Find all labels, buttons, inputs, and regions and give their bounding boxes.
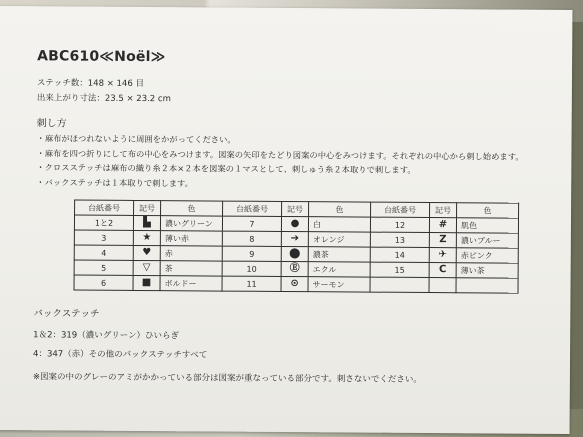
color-name: 肌色 — [456, 218, 518, 233]
backstitch-line: 4：347（赤）その他のバックステッチすべて — [33, 349, 208, 361]
color-name — [456, 278, 518, 293]
stitch-symbol — [429, 278, 456, 293]
card-number: 7 — [222, 216, 281, 231]
backstitch-list — [33, 326, 207, 365]
card-number — [370, 277, 429, 292]
backstitch-line: 1＆2：319（濃いグリーン）ひいらぎ — [33, 330, 180, 342]
triangle-down-icon: ▽ — [142, 262, 151, 274]
table-row — [74, 275, 518, 293]
backstitch-heading: バックステッチ — [33, 308, 100, 320]
thread-color-table — [74, 200, 520, 294]
note-text: ※図案の中のグレーのアミがかかっている部分は図案が重なっている部分です。刺さないでください。 — [32, 372, 422, 385]
color-name: 濃いブルー — [456, 233, 518, 248]
instruction-sheet — [0, 6, 572, 434]
arrow-right-icon: ➔ — [290, 233, 300, 245]
color-name: 薄い赤 — [160, 231, 222, 246]
card-number: 1と2 — [74, 215, 133, 230]
stitch-symbol — [281, 246, 308, 261]
header-color: 色 — [309, 202, 371, 217]
header-symbol: 記号 — [134, 200, 161, 215]
stitch-symbol — [133, 245, 160, 260]
color-name: 濃いグリーン — [160, 216, 222, 231]
instruction-item: ・麻布がほつれないように周囲をかがってください。 — [36, 133, 236, 145]
circled-dot-icon: ⊙ — [290, 278, 299, 290]
instruction-item: ・クロスステッチは麻布の織り糸２本×２本を図案の１マスとして、刺しゅう糸２本取りで刺します。 — [36, 162, 416, 175]
header-color: 色 — [457, 203, 519, 218]
color-name: エクル — [308, 262, 370, 277]
dot-icon: ● — [290, 218, 300, 230]
card-number: 11 — [222, 276, 281, 291]
color-name: 薄い茶 — [456, 263, 518, 278]
z-letter-icon: Z — [439, 234, 447, 246]
hash-icon: # — [438, 219, 448, 231]
heart-icon: ♥ — [142, 247, 152, 259]
stitch-symbol — [133, 275, 160, 290]
color-name: 白 — [308, 217, 370, 232]
instruction-item: ・麻布を四つ折りにして布の中心をみつけます。図案の矢印をたどり図案の中心をみつけます。それぞれの中心から刺し始めます。 — [36, 147, 524, 162]
pattern-title: ABC610≪Noël≫ — [37, 48, 166, 66]
card-number: 5 — [74, 260, 133, 275]
card-number: 9 — [222, 246, 281, 261]
card-number: 14 — [370, 247, 429, 262]
card-number: 8 — [222, 231, 281, 246]
half-block-icon: ▙ — [143, 217, 151, 229]
stitch-symbol — [429, 218, 456, 233]
card-number: 3 — [74, 230, 133, 245]
color-name: 赤 — [160, 246, 222, 261]
stitch-symbol — [133, 260, 160, 275]
stitch-symbol — [429, 233, 456, 248]
instruction-item: ・バックステッチは１本取りで刺します。 — [36, 176, 194, 188]
header-color: 色 — [161, 201, 223, 216]
how-to-heading: 刺し方 — [36, 118, 67, 130]
card-number: 10 — [222, 261, 281, 276]
stitch-count: ステッチ数：148 × 146 目 — [36, 78, 144, 90]
stitch-symbol — [429, 248, 456, 263]
card-number: 15 — [370, 262, 429, 277]
color-name: 赤ピンク — [456, 248, 518, 263]
specs-block — [37, 76, 171, 107]
header-card-number: 台紙番号 — [75, 200, 134, 215]
star-icon: ★ — [142, 232, 152, 244]
stitch-symbol — [429, 263, 456, 278]
square-icon: ■ — [141, 277, 152, 289]
finished-size: 出来上がり寸法：23.5 × 23.2 cm — [36, 93, 171, 105]
card-number: 6 — [74, 275, 133, 290]
color-name: ボルドー — [160, 276, 222, 291]
large-dot-icon: ⬤ — [289, 248, 301, 260]
card-number: 12 — [370, 217, 429, 232]
header-card-number: 台紙番号 — [223, 201, 282, 216]
instruction-list — [36, 131, 524, 192]
circled-e-icon: Ⓔ — [289, 263, 300, 275]
header-symbol: 記号 — [282, 201, 309, 216]
stitch-symbol — [281, 276, 308, 291]
header-symbol: 記号 — [430, 203, 457, 218]
color-name: 茶 — [160, 261, 222, 276]
stitch-symbol — [133, 215, 160, 230]
airplane-icon: ✈ — [438, 249, 447, 261]
color-name: 濃茶 — [308, 247, 370, 262]
stitch-symbol — [281, 216, 308, 231]
card-number: 13 — [370, 232, 429, 247]
header-card-number: 台紙番号 — [371, 202, 430, 217]
stitch-symbol — [281, 261, 308, 276]
card-number: 4 — [74, 245, 133, 260]
color-name: サーモン — [308, 277, 370, 292]
color-name: オレンジ — [308, 232, 370, 247]
c-letter-icon: C — [438, 264, 447, 276]
stitch-symbol — [133, 230, 160, 245]
stitch-symbol — [281, 231, 308, 246]
